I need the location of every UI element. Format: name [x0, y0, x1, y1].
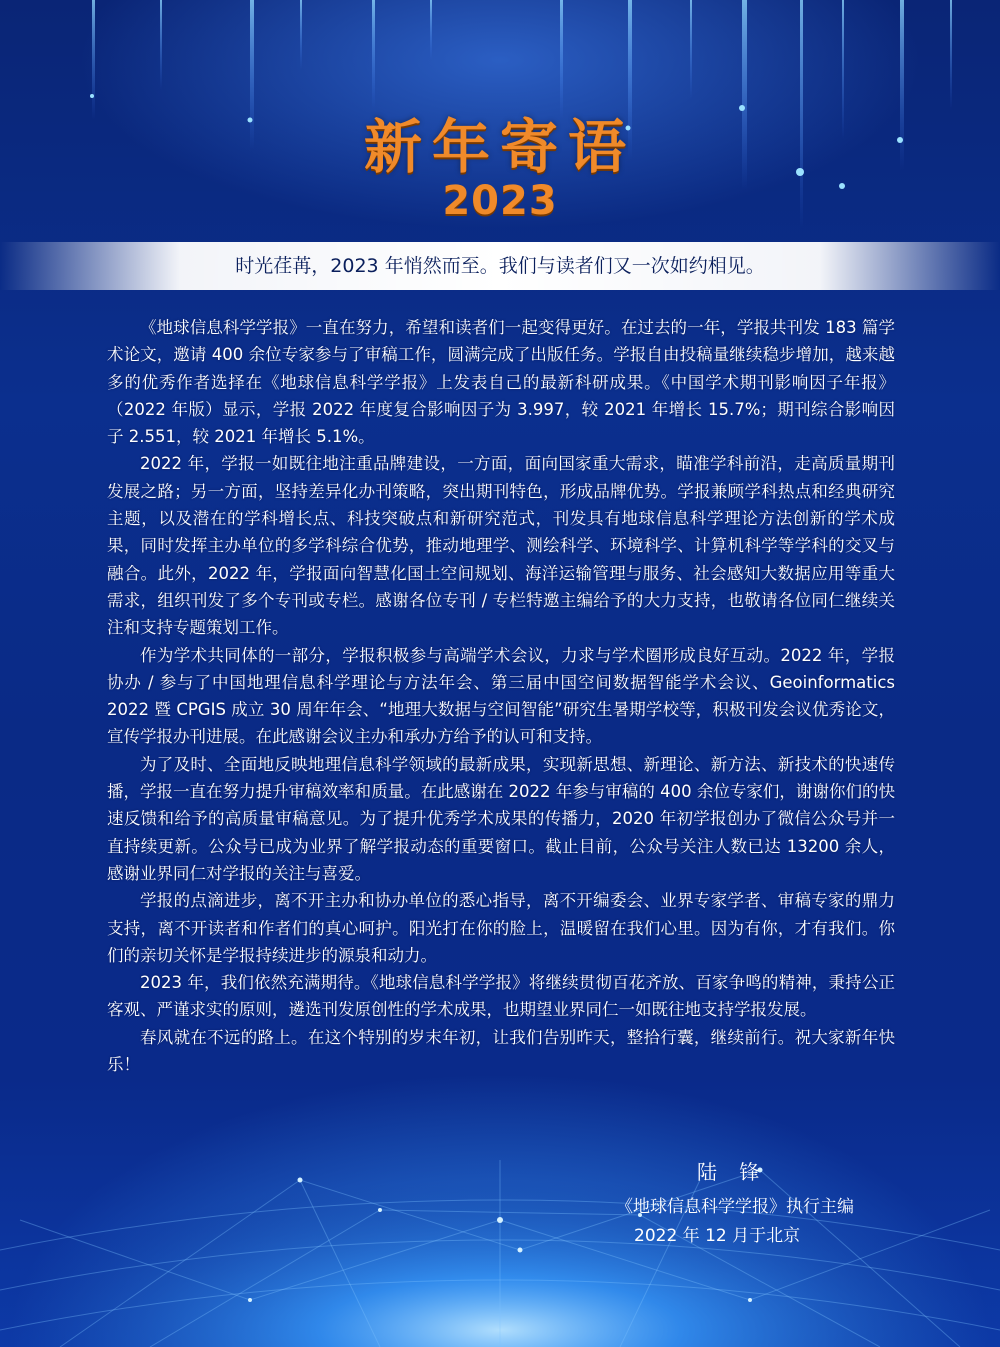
- page-title: 新年寄语: [363, 113, 636, 181]
- paragraph: 为了及时、全面地反映地理信息科学领域的最新成果，实现新思想、新理论、新方法、新技术的快速传播，学报一直在努力提升审稿效率和质量。在此感谢在 2022 年参与审稿的 400 余位专家们，谢谢你们的快速反馈和给予的高质量审稿意见。为了提升优秀学术成果的传播力，2020 年初学报创办了微信公众号并一直持续更新。公众号已成为业界了解学报动态的重要窗口。截止目前，公众号关注人数已达 13200 余人，感谢业界同仁对学报的关注与喜爱。: [107, 754, 895, 883]
- intro-banner: [0, 242, 1000, 290]
- intro-banner-text: 时光荏苒，2023 年悄然而至。我们与读者们又一次如约相见。: [235, 255, 765, 277]
- paragraph: 作为学术共同体的一部分，学报积极参与高端学术会议，力求与学术圈形成良好互动。2022 年，学报协办 / 参与了中国地理信息科学理论与方法年会、第三届中国空间数据智能学术会议、Geoinformatics 2022 暨 CPGIS 成立 30 周年年会、“地理大数据与空间智能”研究生暑期学校等，积极刊发会议优秀论文，宣传学报办刊进展。在此感谢会议主办和承办方给予的认可和支持。: [107, 645, 895, 747]
- year-heading: 2023: [442, 178, 558, 224]
- paragraph: 《地球信息科学学报》一直在努力，希望和读者们一起变得更好。在过去的一年，学报共刊发 183 篇学术论文，邀请 400 余位专家参与了审稿工作，圆满完成了出版任务。学报自由投稿量继续稳步增加，越来越多的优秀作者选择在《地球信息科学学报》上发表自己的最新科研成果。《中国学术期刊影响因子年报》（2022 年版）显示，学报 2022 年度复合影响因子为 3.997，较 2021 年增长 15.7%；期刊综合影响因子 2.551，较 2021 年增长 5.1%。: [107, 318, 895, 447]
- signature-date: 2022 年 12 月于北京: [634, 1226, 801, 1246]
- signature-name: 陆 锋: [697, 1160, 768, 1184]
- paragraph: 2022 年，学报一如既往地注重品牌建设，一方面，面向国家重大需求，瞄准学科前沿，走高质量期刊发展之路；另一方面，坚持差异化办刊策略，突出期刊特色，形成品牌优势。学报兼顾学科热点和经典研究主题，以及潜在的学科增长点、科技突破点和新研究范式，刊发具有地球信息科学理论方法创新的学术成果，同时发挥主办单位的多学科综合优势，推动地理学、测绘科学、环境科学、计算机科学等学科的交叉与融合。此外，2022 年，学报面向智慧化国土空间规划、海洋运输管理与服务、社会感知大数据应用等重大需求，组织刊发了多个专刊或专栏。感谢各位专刊 / 专栏特邀主编给予的大力支持，也敬请各位同仁继续关注和支持专题策划工作。: [107, 454, 895, 638]
- paragraph: 春风就在不远的路上。在这个特别的岁末年初，让我们告别昨天，整拾行囊，继续前行。祝大家新年快乐！: [107, 1027, 895, 1075]
- paragraph: 学报的点滴进步，离不开主办和协办单位的悉心指导，离不开编委会、业界专家学者、审稿专家的鼎力支持，离不开读者和作者们的真心呵护。阳光打在你的脸上，温暖留在我们心里。因为有你，才有我们。你们的亲切关怀是学报持续进步的源泉和动力。: [107, 891, 895, 965]
- signature-title: 《地球信息科学学报》执行主编: [616, 1197, 854, 1217]
- message-body: [107, 314, 895, 1078]
- paragraph: 2023 年，我们依然充满期待。《地球信息科学学报》将继续贯彻百花齐放、百家争鸣的精神，秉持公正客观、严谨求实的原则，遴选刊发原创性的学术成果，也期望业界同仁一如既往地支持学报发展。: [107, 973, 895, 1020]
